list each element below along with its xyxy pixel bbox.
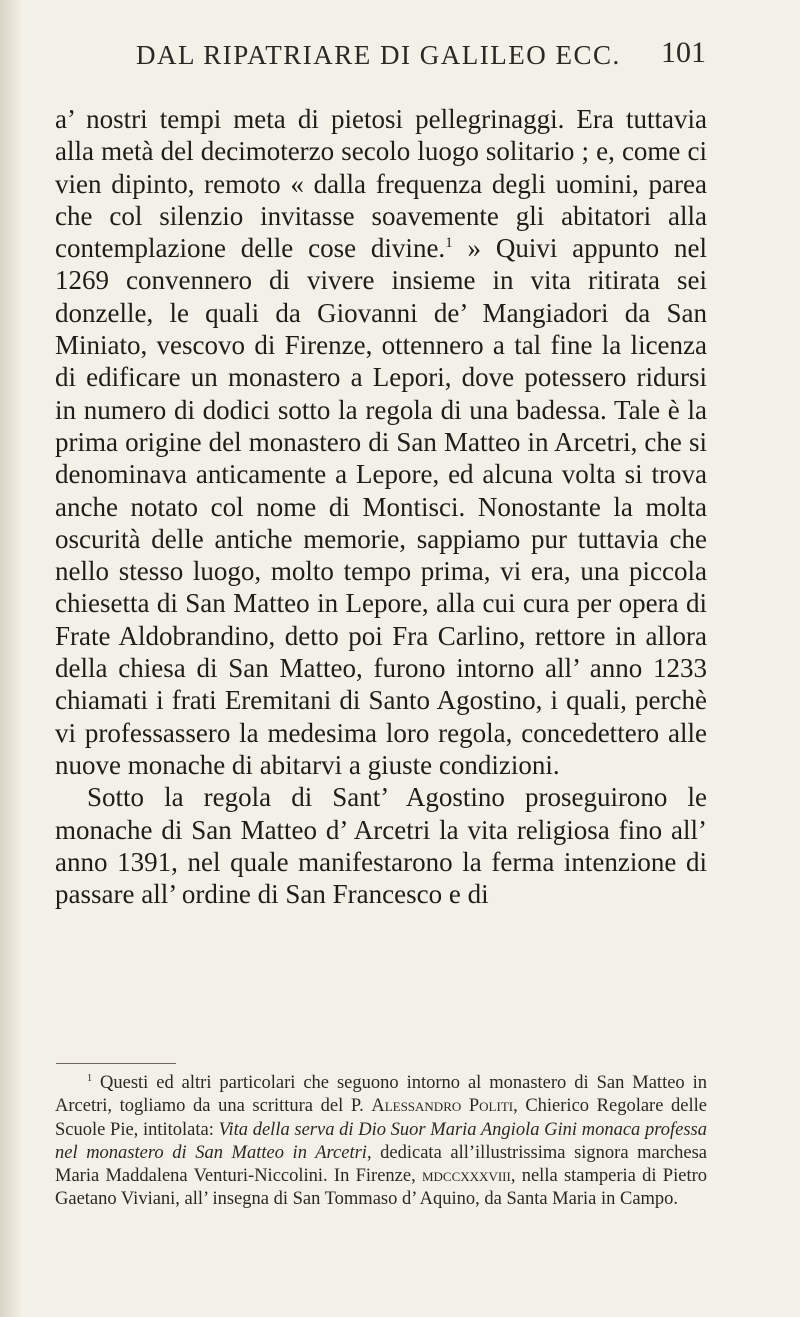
running-head	[80, 36, 720, 76]
footnote-year: mdccxxxviii	[421, 1166, 511, 1187]
footnote-text-d: , nella stamperia di Pietro Gaetano Viviani, all’ insegna di San Tommaso d’ Aquino, da Santa Maria in Campo.	[55, 1166, 707, 1210]
footnote-reference: 1	[445, 235, 453, 252]
page-number: 101	[661, 36, 706, 69]
footnote-1	[55, 1072, 707, 1212]
footnote-work-title: Vita della serva di Dio Suor Maria Angiola Gini monaca professa nel monastero di San Matteo in Arcetri	[55, 1119, 707, 1163]
running-head-title: DAL RIPATRIARE DI GALILEO ECC.	[136, 40, 621, 70]
paragraph-1-text-b: » Quivi appunto nel 1269 convennero di vivere insieme in vita ritirata sei donzelle, le quali da Giovanni de’ Mangiadori da San Miniato, vescovo di Firenze, ottennero a tal fine la licenza di edificare un monastero a Lepori, dove potessero ridursi in numero di dodici sotto la regola di una badessa. Tale è la prima origine del monastero di San Matteo in Arcetri, che si denominava anticamente a Lepore, ed alcuna volta si trova anche notato col nome di Montisci. Nonostante la molta oscurità delle antiche memorie, sappiamo pur tuttavia che nello stesso luogo, molto tempo prima, vi era, una piccola chiesetta di San Matteo in Lepore, alla cui cura per opera di Frate Aldobrandino, detto poi Fra Carlino, rettore in allora della chiesa di San Matteo, furono intorno all’ anno 1233 chiamati i frati Eremitani di Santo Agostino, i quali, perchè vi professassero la medesima loro regola, concedettero alle nuove monache di abitarvi a giuste condizioni.	[55, 233, 708, 780]
footnote-text-b: , Chierico Regolare delle Scuole Pie, intitolata:	[55, 1096, 707, 1140]
footnote-divider	[56, 1063, 176, 1064]
paragraph-1	[55, 103, 707, 781]
paragraph-2: Sotto la regola di Sant’ Agostino proseguirono le monache di San Matteo d’ Arcetri la vita religiosa fino all’ anno 1391, nel quale manifestarono la ferma intenzione di passare all’ ordine di San Francesco e di	[55, 782, 707, 910]
paragraph-1-text-a: a’ nostri tempi meta di pietosi pellegrinaggi. Era tuttavia alla metà del decimoterzo secolo luogo solitario ; e, come ci vien dipinto, remoto « dalla frequenza degli uomini, parea che col silenzio invitasse soavemente gli abitatori alla contemplazione delle cose divine.	[55, 104, 707, 264]
main-text	[55, 103, 707, 910]
footnote-author: Alessandro Politi	[371, 1096, 514, 1117]
footnote-text-c: , dedicata all’illustrissima signora marchesa Maria Maddalena Venturi-Niccolini. In Firenze,	[55, 1142, 707, 1187]
footnote-text-a: Questi ed altri particolari che seguono intorno al monastero di San Matteo in Arcetri, togliamo da una scrittura del P.	[55, 1073, 707, 1117]
footnotes	[55, 1072, 707, 1212]
footnote-marker: 1	[87, 1072, 93, 1084]
page-gutter-shadow	[0, 0, 22, 1317]
